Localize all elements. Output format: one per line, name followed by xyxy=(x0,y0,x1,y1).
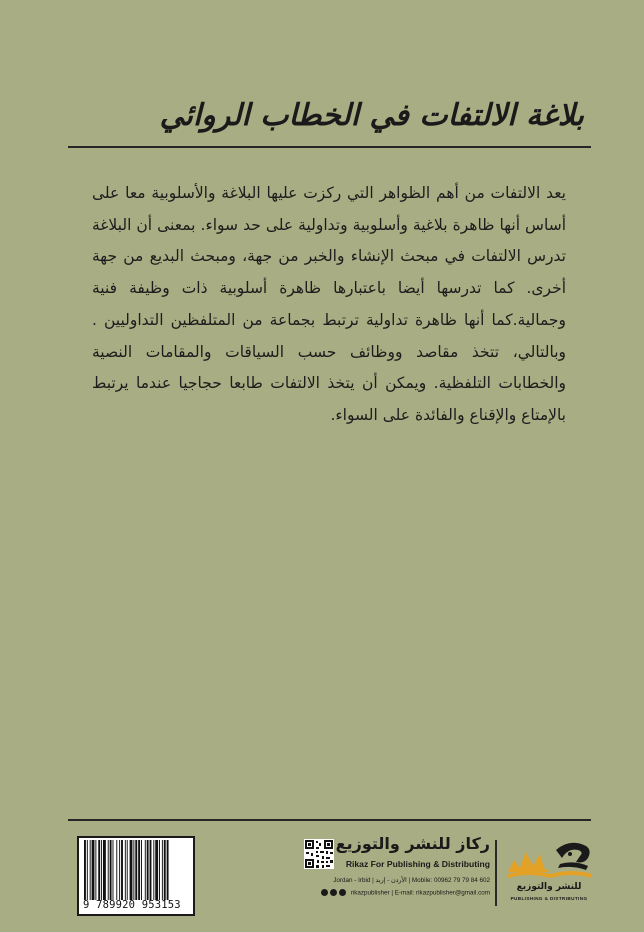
qr-code-icon xyxy=(304,839,334,869)
publisher-name-arabic: ركاز للنشر والتوزيع xyxy=(335,834,490,853)
logo-text-arabic: للنشر والتوزيع xyxy=(516,882,582,892)
contact-email: rikazpublisher | E-mail: rikazpublisher@gmail.com xyxy=(350,889,490,897)
contact-social-email xyxy=(300,887,490,900)
publisher-divider xyxy=(495,840,497,906)
logo-text-english: PUBLISHING & DISTRIBUTING xyxy=(510,896,588,901)
blurb-paragraph: يعد الالتفات من أهم الظواهر التي ركزت عليها البلاغة والأسلوبية معا على أساس أنها ظاهرة بلاغية وأسلوبية وتداولية على حد سواء. بمعنى أن البلاغة تدرس الالتفات في مبحث الإنشاء والخبر من جهة، ومبحث البديع من جهة أخرى. كما تدرسها أيضا باعتبارها ظاهرة أسلوبية ذات وظيفة فنية وجمالية.كما أنها ظاهرة تداولية ترتبط بجماعة من المتلفظين التداوليين . وبالتالي، تتخذ مقاصد ووظائف حسب السياقات والمقامات النصية والخطابات التلفظية. ويمكن أن يتخذ الالتفات طابعا حجاجيا عندما يرتبط بالإمتاع والإقناع والفائدة على السواء. xyxy=(92,184,566,424)
barcode-bars xyxy=(83,840,191,900)
publisher-contact xyxy=(300,875,490,900)
book-title: بلاغة الالتفات في الخطاب الروائي xyxy=(159,98,584,133)
instagram-icon xyxy=(339,889,346,896)
isbn-barcode xyxy=(77,836,195,916)
facebook-icon xyxy=(321,889,328,896)
blurb xyxy=(92,178,566,432)
isbn-digits: 9 789920 953153 xyxy=(83,899,181,911)
social-icons xyxy=(319,887,346,899)
footer-divider xyxy=(68,819,591,821)
publisher-name-english: Rikaz For Publishing & Distributing xyxy=(345,859,490,869)
contact-address-phone: Jordan - Irbid | الأردن - إربد | Mobile: 00962 79 79 84 602 xyxy=(333,877,490,884)
twitter-icon xyxy=(330,889,337,896)
title-divider xyxy=(68,146,591,148)
